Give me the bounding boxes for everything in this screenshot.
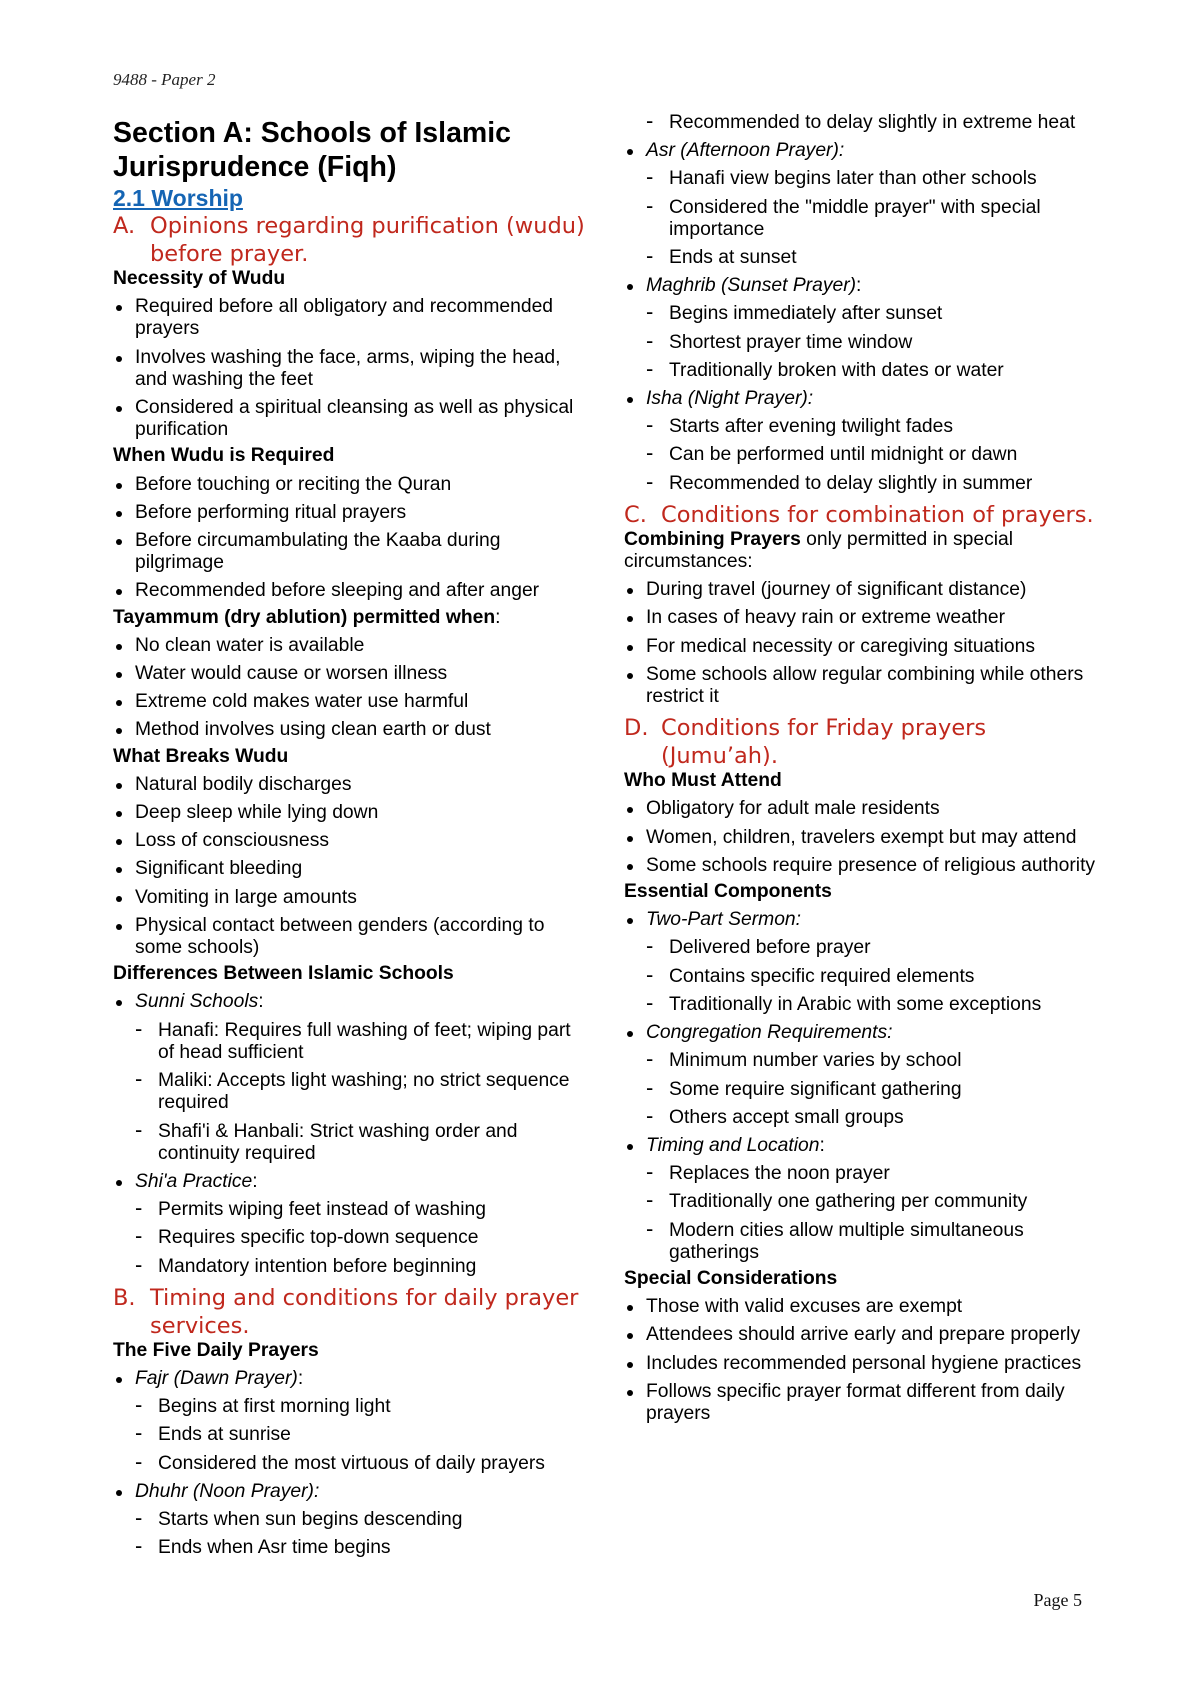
combining-intro [624,529,1096,573]
sublist-item: - Requires specific top-down sequence [113,1227,591,1249]
heading-who-must-attend: Who Must Attend [624,770,782,792]
fajr-label: Fajr (Dawn Prayer) [135,1367,298,1389]
list-item: Vomiting in large amounts [113,887,591,909]
list-item: Before circumambulating the Kaaba during pilgrimage [113,530,591,574]
combining-intro-bold: Combining Prayers [624,528,801,550]
maghrib-label: Maghrib (Sunset Prayer) [646,275,857,297]
list-item-fajr [113,1368,591,1475]
sublist-sunni [135,1020,591,1165]
sublist-isha [646,416,1096,495]
sublist-item: - Considered the most virtuous of daily prayers [113,1453,591,1475]
list-essential [624,909,1096,1264]
fajr-colon: : [297,1367,304,1389]
sublist-item: - Shafi'i & Hanbali: Strict washing order and continuity required [113,1121,591,1165]
sublist-item: - Contains specific required elements [624,966,1096,988]
sublist-item: - Recommended to delay slightly in extreme heat [624,112,1096,134]
sublist-item: - Replaces the noon prayer [624,1163,1096,1185]
heading-a-title: Opinions regarding purification (wudu) before prayer. [150,213,585,267]
sublist-fajr [135,1396,591,1475]
heading-five-daily-prayers: The Five Daily Prayers [113,1339,319,1361]
shia-colon: : [252,1170,258,1192]
maghrib-colon: : [856,275,862,297]
sublist-item: - Can be performed until midnight or dawn [624,444,1096,466]
list-item-congregation [624,1022,1096,1129]
sublist-item: - Begins immediately after sunset [624,303,1096,325]
sublist-item: - Traditionally broken with dates or water [624,360,1096,382]
list-special [624,1296,1096,1425]
heading-differences: Differences Between Islamic Schools [113,963,454,985]
left-column [113,108,591,1559]
sublist-maghrib [646,303,1096,382]
heading-tayammum-text: Tayammum (dry ablution) permitted when [113,606,496,628]
list-differences [113,991,591,1277]
list-item: In cases of heavy rain or extreme weather [624,607,1096,629]
heading-b-title: Timing and conditions for daily prayer services. [150,1284,579,1339]
sublist-timing [646,1163,1096,1264]
asr-label: Asr (Afternoon Prayer): [646,140,845,162]
heading-b-letter: B. [113,1284,136,1311]
list-item: Some schools allow regular combining while others restrict it [624,664,1096,708]
list-item: Includes recommended personal hygiene practices [624,1353,1096,1375]
list-item: During travel (journey of significant distance) [624,579,1096,601]
sublist-item: - Ends at sunset [624,247,1096,269]
list-item: Attendees should arrive early and prepare properly [624,1324,1096,1346]
list-item-dhuhr [113,1481,591,1560]
list-item: Obligatory for adult male residents [624,798,1096,820]
list-item-isha [624,388,1096,495]
heading-essential-components: Essential Components [624,881,832,903]
heading-c-title: Conditions for combination of prayers. [661,501,1094,528]
heading-c [624,501,1096,529]
sublist-dhuhr-continued [624,112,1096,134]
sublist-item: - Shortest prayer time window [624,332,1096,354]
sublist-item: - Ends at sunrise [113,1424,591,1446]
sublist-item: - Begins at first morning light [113,1396,591,1418]
sublist-item: - Permits wiping feet instead of washing [113,1199,591,1221]
list-item: Extreme cold makes water use harmful [113,691,591,713]
heading-a [113,212,591,268]
list-item: Significant bleeding [113,858,591,880]
sublist-item: - Hanafi: Requires full washing of feet; wiping part of head sufficient [113,1020,591,1064]
list-who-must-attend [624,798,1096,877]
sermon-label: Two-Part Sermon: [646,909,802,931]
isha-label: Isha (Night Prayer): [646,388,814,410]
heading-b [113,1284,591,1340]
list-item: Method involves using clean earth or dust [113,719,591,741]
list-combining [624,579,1096,708]
heading-when-wudu-required: When Wudu is Required [113,445,335,467]
sublist-item: - Traditionally one gathering per community [624,1191,1096,1213]
list-item-shia [113,1171,591,1278]
sublist-item: - Maliki: Accepts light washing; no strict sequence required [113,1070,591,1114]
list-item-sermon [624,909,1096,1016]
list-item-asr [624,140,1096,269]
sublist-sermon [646,937,1096,1016]
sublist-item: - Considered the "middle prayer" with special importance [624,197,1096,241]
dhuhr-label: Dhuhr (Noon Prayer): [135,1480,320,1502]
sublist-item: - Modern cities allow multiple simultaneous gatherings [624,1220,1096,1264]
sublist-dhuhr [135,1509,591,1559]
sunni-label: Sunni Schools [135,991,259,1013]
heading-d [624,714,1096,770]
sublist-item: - Starts when sun begins descending [113,1509,591,1531]
list-item: Women, children, travelers exempt but may attend [624,827,1096,849]
sublist-item: - Others accept small groups [624,1107,1096,1129]
heading-tayammum [113,607,591,629]
heading-d-letter: D. [624,715,649,742]
list-tayammum [113,635,591,742]
sublist-congregation [646,1050,1096,1129]
list-item: Physical contact between genders (according to some schools) [113,915,591,959]
list-item: Some schools require presence of religious authority [624,855,1096,877]
list-item: For medical necessity or caregiving situations [624,636,1096,658]
sublist-item: - Starts after evening twilight fades [624,416,1096,438]
timing-label: Timing and Location [646,1134,820,1156]
list-item: Those with valid excuses are exempt [624,1296,1096,1318]
list-item: Natural bodily discharges [113,774,591,796]
sublist-shia [135,1199,591,1278]
list-item: Required before all obligatory and recommended prayers [113,296,591,340]
list-necessity [113,296,591,441]
heading-necessity-of-wudu: Necessity of Wudu [113,268,286,289]
heading-d-title: Conditions for Friday prayers (Jumu’ah). [661,715,987,770]
list-item-timing [624,1135,1096,1264]
sublist-item: - Some require significant gathering [624,1079,1096,1101]
list-item: Before performing ritual prayers [113,502,591,524]
list-item-maghrib [624,275,1096,382]
sunni-colon: : [258,991,264,1013]
list-item: Follows specific prayer format different from daily prayers [624,1381,1096,1425]
list-item: Loss of consciousness [113,830,591,852]
list-when-required [113,474,591,603]
heading-what-breaks-wudu: What Breaks Wudu [113,745,289,767]
heading-c-letter: C. [624,501,647,528]
right-column [624,112,1096,1425]
sublist-item: - Hanafi view begins later than other schools [624,168,1096,190]
list-item: Deep sleep while lying down [113,802,591,824]
list-item-sunni [113,991,591,1164]
heading-special-considerations: Special Considerations [624,1267,838,1289]
sublist-item: - Recommended to delay slightly in summer [624,473,1096,495]
list-item: Recommended before sleeping and after anger [113,580,591,602]
list-item: Involves washing the face, arms, wiping the head, and washing the feet [113,347,591,391]
sublist-asr [646,168,1096,269]
sublist-item: - Ends when Asr time begins [113,1537,591,1559]
congregation-label: Congregation Requirements: [646,1022,893,1044]
sublist-item: - Delivered before prayer [624,937,1096,959]
subsection-link-worship[interactable]: 2.1 Worship [113,185,243,211]
sublist-item: - Traditionally in Arabic with some exceptions [624,994,1096,1016]
sublist-item: - Mandatory intention before beginning [113,1256,591,1278]
list-item: Water would cause or worsen illness [113,663,591,685]
sublist-item: - Minimum number varies by school [624,1050,1096,1072]
combining-intro-rest: only permitted in special circumstances: [624,528,1013,573]
heading-a-letter: A. [113,213,136,239]
section-title: Section A: Schools of Islamic Jurisprudence (Fiqh) [113,117,512,183]
page-number: Page 5 [1033,1590,1082,1610]
page-header: 9488 - Paper 2 [113,70,216,89]
list-item: Before touching or reciting the Quran [113,474,591,496]
heading-tayammum-colon: : [495,606,501,628]
list-breaks [113,774,591,959]
list-prayers-continued [624,140,1096,495]
list-item: Considered a spiritual cleansing as well as physical purification [113,397,591,441]
list-item: No clean water is available [113,635,591,657]
shia-label: Shi'a Practice [135,1170,253,1192]
list-five-prayers [113,1368,591,1559]
timing-colon: : [819,1134,825,1156]
